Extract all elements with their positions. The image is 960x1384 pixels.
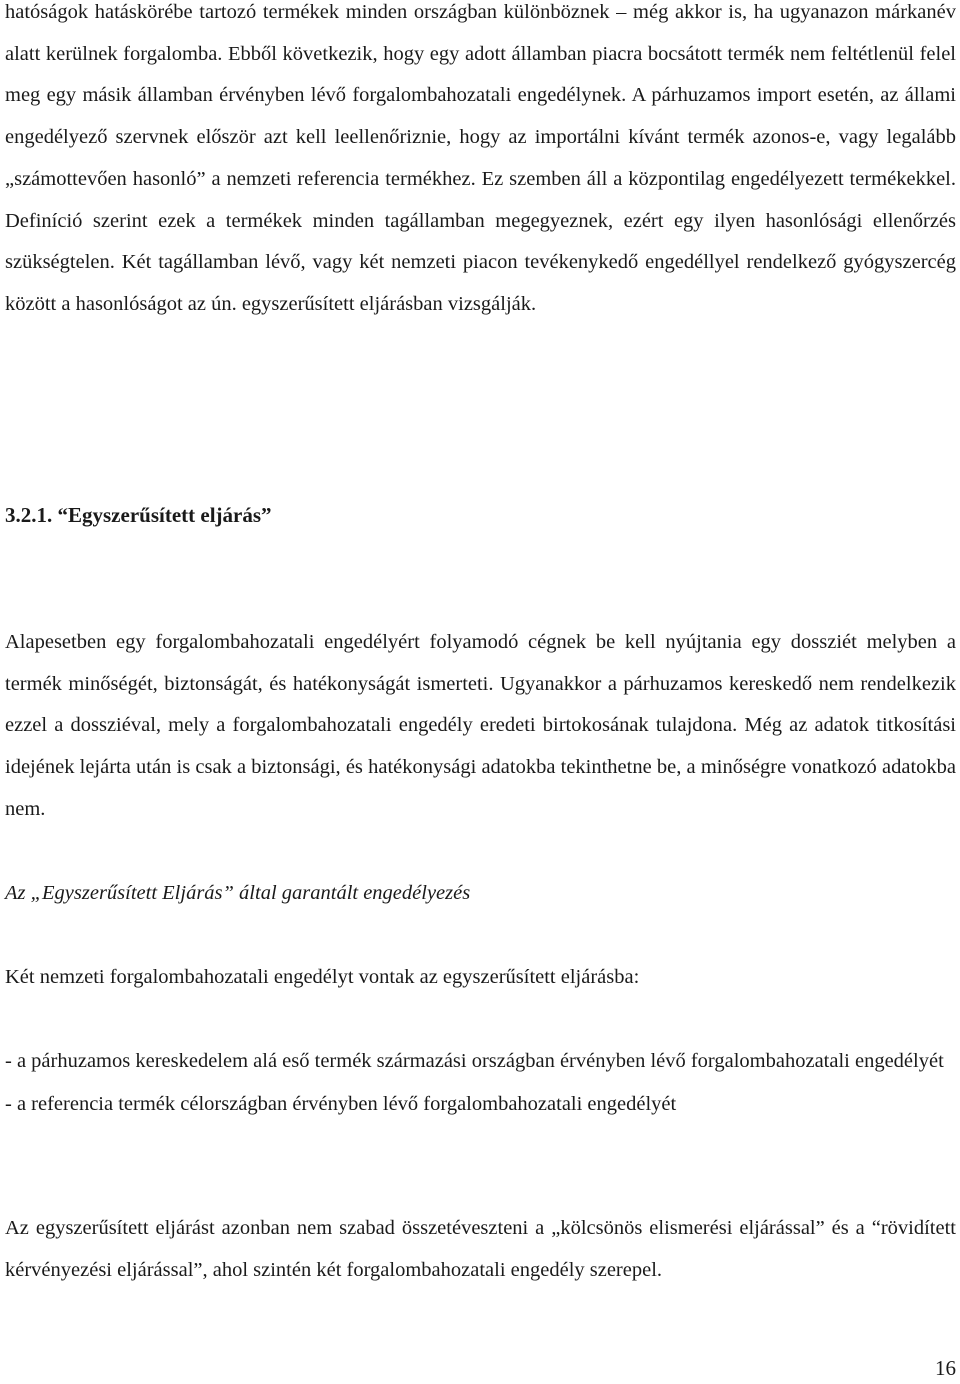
license-list <box>5 1041 956 1125</box>
paragraph-not-to-confuse: Az egyszerűsített eljárást azonban nem szabad összetéveszteni a „kölcsönös elismerési eljárással” és a “rövidített kérvényezési eljárással”, ahol szintén két forgalombahozatali engedély szerepel. <box>5 1217 956 1281</box>
italic-subheading: Az „Egyszerűsített Eljárás” által garantált engedélyezés <box>5 882 471 904</box>
list-item: - a referencia termék célországban érvényben lévő forgalombahozatali engedélyét <box>5 1092 677 1115</box>
paragraph-parallel-import: hatóságok hatáskörébe tartozó termékek minden országban különböznek – még akkor is, ha ugyanazon márkanév alatt kerülnek forgalomba. Ebből következik, hogy egy adott államban piacra bocsátott termék nem feltétlenül felel meg egy másik államban érvényben lévő forgalombahozatali engedélynek. A párhuzamos import esetén, az állami engedélyező szervnek először azt kell leellenőriznie, hogy az importálni kívánt termék azonos-e, vagy legalább „számottevően hasonló” a nemzeti referencia termékhez. Ez szemben áll a központilag engedélyezett termékekkel. Definíció szerint ezek a termékek minden tagállamban megegyeznek, ezért egy ilyen hasonlósági ellenőrzés szükségtelen. Két tagállamban lévő, vagy két nemzeti piacon tevékenykedő engedéllyel rendelkező gyógyszercég között a hasonlóságot az ún. egyszerűsített eljárásban vizsgálják. <box>5 1 956 315</box>
page-number: 16 <box>935 1356 956 1380</box>
section-heading: 3.2.1. “Egyszerűsített eljárás” <box>5 503 272 527</box>
list-item: - a párhuzamos kereskedelem alá eső termék származási országban érvényben lévő forgalombahozatali engedélyét <box>5 1050 944 1072</box>
paragraph-dossier: Alapesetben egy forgalombahozatali engedélyért folyamodó cégnek be kell nyújtania egy dossziét melyben a termék minőségét, biztonságát, és hatékonyságát ismerteti. Ugyanakkor a párhuzamos kereskedő nem rendelkezik ezzel a dossziéval, mely a forgalombahozatali engedély eredeti birtokosának tulajdona. Még az adatok titkosítási idejének lejárta után is csak a biztonsági, és hatékonysági adatokba tekinthetne be, a minőségre vonatkozó adatokba nem. <box>5 631 956 820</box>
intro-line: Két nemzeti forgalombahozatali engedélyt vontak az egyszerűsített eljárásba: <box>5 966 640 988</box>
